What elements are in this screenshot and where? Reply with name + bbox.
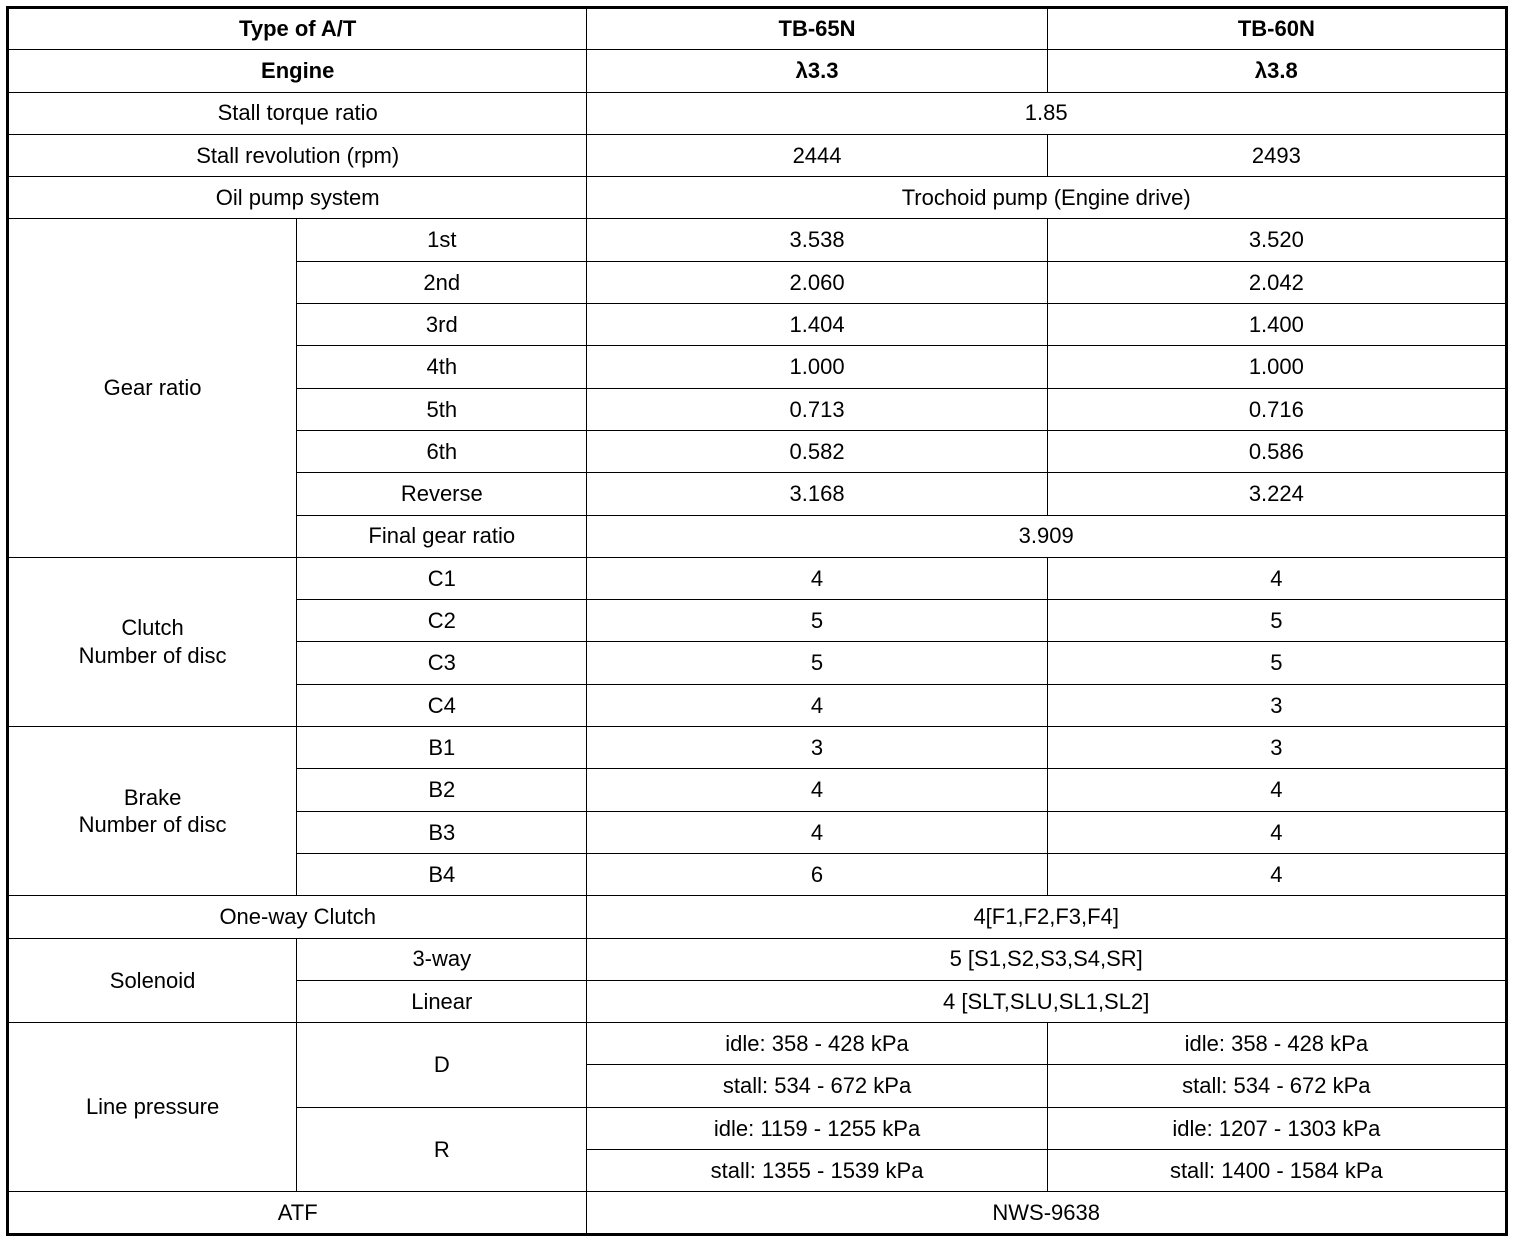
gear-value-b: 2.042 <box>1047 261 1506 303</box>
line-pressure-label: Line pressure <box>8 1023 297 1192</box>
gear-value-a: 0.713 <box>587 388 1047 430</box>
stall-torque-label: Stall torque ratio <box>8 92 587 134</box>
clutch-value-b: 3 <box>1047 684 1506 726</box>
gear-label: 6th <box>297 430 587 472</box>
brake-value-b: 4 <box>1047 769 1506 811</box>
stall-torque-value: 1.85 <box>587 92 1507 134</box>
brake-value-a: 4 <box>587 811 1047 853</box>
solenoid-value: 4 [SLT,SLU,SL1,SL2] <box>587 980 1507 1022</box>
gear-label: 4th <box>297 346 587 388</box>
table-row <box>8 134 1507 176</box>
clutch-value-a: 5 <box>587 600 1047 642</box>
oil-pump-label: Oil pump system <box>8 177 587 219</box>
clutch-item-label: C3 <box>297 642 587 684</box>
line-pressure-d-label: D <box>297 1023 587 1108</box>
table-row <box>8 177 1507 219</box>
line-pressure-value-b: stall: 1400 - 1584 kPa <box>1047 1150 1506 1192</box>
engine-a: λ3.3 <box>587 50 1047 92</box>
clutch-value-a: 4 <box>587 557 1047 599</box>
gear-value-b: 1.400 <box>1047 304 1506 346</box>
table-row <box>8 1023 1507 1065</box>
stall-revolution-a: 2444 <box>587 134 1047 176</box>
final-gear-value: 3.909 <box>587 515 1507 557</box>
atf-label: ATF <box>8 1192 587 1235</box>
clutch-item-label: C2 <box>297 600 587 642</box>
stall-revolution-b: 2493 <box>1047 134 1506 176</box>
final-gear-label: Final gear ratio <box>297 515 587 557</box>
table-row <box>8 8 1507 50</box>
brake-item-label: B4 <box>297 853 587 895</box>
line-pressure-value-a: stall: 534 - 672 kPa <box>587 1065 1047 1107</box>
brake-label: Brake Number of disc <box>8 727 297 896</box>
table-row <box>8 727 1507 769</box>
stall-revolution-label: Stall revolution (rpm) <box>8 134 587 176</box>
clutch-value-b: 4 <box>1047 557 1506 599</box>
table-row <box>8 557 1507 599</box>
line-pressure-value-a: stall: 1355 - 1539 kPa <box>587 1150 1047 1192</box>
brake-item-label: B3 <box>297 811 587 853</box>
brake-value-b: 4 <box>1047 853 1506 895</box>
spec-table <box>6 6 1508 1236</box>
one-way-clutch-label: One-way Clutch <box>8 896 587 938</box>
gear-value-b: 3.224 <box>1047 473 1506 515</box>
clutch-label: Clutch Number of disc <box>8 557 297 726</box>
gear-value-a: 1.404 <box>587 304 1047 346</box>
clutch-item-label: C1 <box>297 557 587 599</box>
model-a-header: TB-65N <box>587 8 1047 50</box>
gear-value-a: 3.538 <box>587 219 1047 261</box>
table-row <box>8 219 1507 261</box>
brake-value-a: 6 <box>587 853 1047 895</box>
line-pressure-value-b: idle: 358 - 428 kPa <box>1047 1023 1506 1065</box>
gear-label: 1st <box>297 219 587 261</box>
gear-value-b: 3.520 <box>1047 219 1506 261</box>
table-row <box>8 50 1507 92</box>
gear-label: 3rd <box>297 304 587 346</box>
clutch-item-label: C4 <box>297 684 587 726</box>
line-pressure-r-label: R <box>297 1107 587 1192</box>
model-b-header: TB-60N <box>1047 8 1506 50</box>
line-pressure-value-a: idle: 1159 - 1255 kPa <box>587 1107 1047 1149</box>
solenoid-type-label: Linear <box>297 980 587 1022</box>
line-pressure-value-b: idle: 1207 - 1303 kPa <box>1047 1107 1506 1149</box>
gear-value-b: 0.716 <box>1047 388 1506 430</box>
table-row <box>8 92 1507 134</box>
type-label: Type of A/T <box>8 8 587 50</box>
clutch-value-a: 5 <box>587 642 1047 684</box>
one-way-clutch-value: 4[F1,F2,F3,F4] <box>587 896 1507 938</box>
gear-value-a: 1.000 <box>587 346 1047 388</box>
gear-value-b: 1.000 <box>1047 346 1506 388</box>
brake-value-a: 3 <box>587 727 1047 769</box>
gear-ratio-label: Gear ratio <box>8 219 297 557</box>
gear-value-b: 0.586 <box>1047 430 1506 472</box>
brake-value-b: 3 <box>1047 727 1506 769</box>
table-row <box>8 938 1507 980</box>
table-row <box>8 896 1507 938</box>
clutch-value-b: 5 <box>1047 600 1506 642</box>
gear-value-a: 2.060 <box>587 261 1047 303</box>
brake-item-label: B2 <box>297 769 587 811</box>
solenoid-label: Solenoid <box>8 938 297 1023</box>
gear-label: 2nd <box>297 261 587 303</box>
solenoid-type-label: 3-way <box>297 938 587 980</box>
clutch-value-a: 4 <box>587 684 1047 726</box>
engine-label: Engine <box>8 50 587 92</box>
brake-value-a: 4 <box>587 769 1047 811</box>
engine-b: λ3.8 <box>1047 50 1506 92</box>
gear-value-a: 0.582 <box>587 430 1047 472</box>
gear-value-a: 3.168 <box>587 473 1047 515</box>
brake-value-b: 4 <box>1047 811 1506 853</box>
oil-pump-value: Trochoid pump (Engine drive) <box>587 177 1507 219</box>
line-pressure-value-a: idle: 358 - 428 kPa <box>587 1023 1047 1065</box>
table-row <box>8 1192 1507 1235</box>
gear-label: Reverse <box>297 473 587 515</box>
brake-item-label: B1 <box>297 727 587 769</box>
solenoid-value: 5 [S1,S2,S3,S4,SR] <box>587 938 1507 980</box>
gear-label: 5th <box>297 388 587 430</box>
atf-value: NWS-9638 <box>587 1192 1507 1235</box>
line-pressure-value-b: stall: 534 - 672 kPa <box>1047 1065 1506 1107</box>
clutch-value-b: 5 <box>1047 642 1506 684</box>
